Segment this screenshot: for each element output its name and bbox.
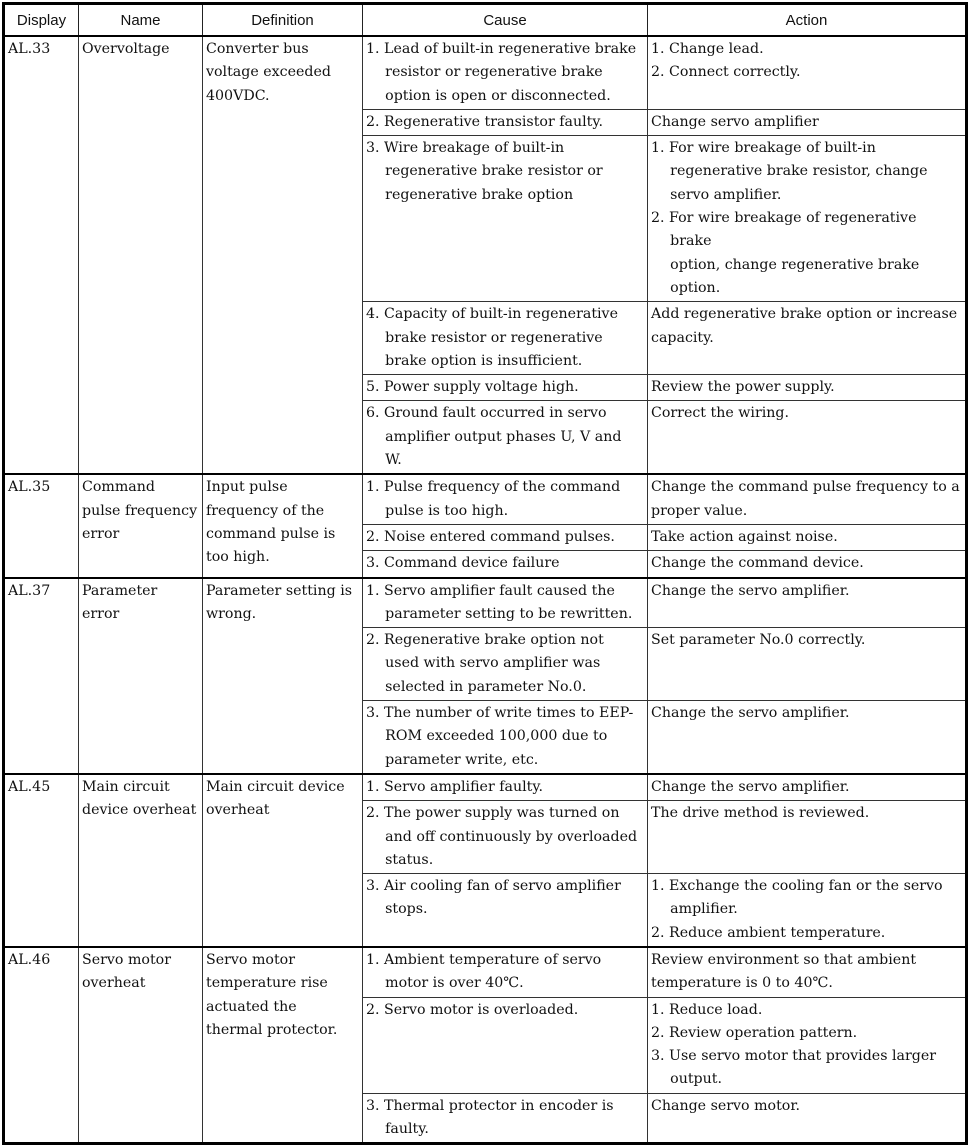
alarm-name: Main circuit device overheat — [79, 774, 203, 947]
alarm-action — [648, 551, 967, 578]
alarm-name: Parameter error — [79, 578, 203, 774]
alarm-action — [648, 375, 967, 401]
table-row — [4, 947, 967, 997]
alarm-action — [648, 997, 967, 1093]
cause-text: 3. Wire breakage of built-in regenerative brake resistor or regenerative brake option — [366, 140, 603, 203]
alarm-cause — [363, 401, 648, 474]
action-text: 1. Change lead. — [651, 41, 764, 57]
alarm-action — [648, 801, 967, 874]
header-name: Name — [79, 4, 203, 37]
alarm-cause — [363, 578, 648, 628]
alarm-cause — [363, 474, 648, 524]
alarm-action — [648, 109, 967, 135]
action-text: Change the servo amplifier. — [651, 705, 850, 722]
alarm-definition: Main circuit device overheat — [203, 774, 363, 947]
action-text: 2. Reduce ambient temperature. — [651, 924, 886, 941]
action-text: Change the command device. — [651, 555, 864, 572]
action-text: Change servo motor. — [651, 1097, 801, 1114]
action-text: The drive method is reviewed. — [651, 805, 870, 822]
alarm-cause — [363, 302, 648, 375]
cause-text: 2. Servo motor is overloaded. — [366, 1001, 579, 1018]
alarm-cause — [363, 801, 648, 874]
alarm-cause — [363, 774, 648, 801]
header-display: Display — [4, 4, 79, 37]
alarm-cause — [363, 136, 648, 302]
cause-text: 2. Regenerative transistor faulty. — [366, 113, 603, 130]
cause-text: 1. Servo amplifier fault caused the parameter setting to be rewritten. — [366, 582, 633, 622]
alarm-action — [648, 302, 967, 375]
alarm-name: Servo motor overheat — [79, 947, 203, 1144]
cause-text: 3. Command device failure — [366, 555, 560, 572]
alarm-definition: Converter bus voltage exceeded 400VDC. — [203, 36, 363, 474]
cause-text: 5. Power supply voltage high. — [366, 379, 579, 396]
cause-text: 2. The power supply was turned on and off continuously by overloaded status. — [366, 805, 638, 868]
cause-text: 2. Regenerative brake option not used with servo amplifier was selected in parameter No.0. — [366, 632, 604, 695]
alarm-cause — [363, 524, 648, 550]
table-row — [4, 474, 967, 524]
action-text: 1. Exchange the cooling fan or the servo amplifier. — [651, 878, 943, 918]
cause-text: 2. Noise entered command pulses. — [366, 528, 615, 545]
header-row — [4, 4, 967, 37]
action-text: 2. Connect correctly. — [651, 64, 801, 81]
action-text: 2. Review operation pattern. — [651, 1024, 858, 1041]
alarm-display-code: AL.37 — [4, 578, 79, 774]
alarm-name: Overvoltage — [79, 36, 203, 474]
alarm-table-body — [4, 36, 967, 1144]
alarm-cause — [363, 109, 648, 135]
cause-text: 4. Capacity of built-in regenerative brake resistor or regenerative brake option is insufficient. — [366, 306, 618, 369]
action-text: Change servo amplifier — [651, 113, 819, 130]
alarm-action — [648, 136, 967, 302]
alarm-cause — [363, 1093, 648, 1144]
alarm-display-code: AL.33 — [4, 36, 79, 474]
alarm-display-code: AL.35 — [4, 474, 79, 577]
action-text: Correct the wiring. — [651, 405, 789, 422]
action-text: Add regenerative brake option or increase capacity. — [651, 306, 958, 346]
action-text: Review the power supply. — [651, 379, 835, 396]
header-action: Action — [648, 4, 967, 37]
alarm-cause — [363, 628, 648, 701]
alarm-action — [648, 524, 967, 550]
table-row — [4, 36, 967, 109]
cause-text: 3. Thermal protector in encoder is faulty. — [366, 1097, 614, 1138]
alarm-cause — [363, 551, 648, 578]
action-text: 2. For wire breakage of regenerative brake option, change regenerative brake option. — [651, 210, 920, 296]
alarm-action — [648, 774, 967, 801]
alarm-action — [648, 401, 967, 474]
alarm-definition: Input pulse frequency of the command pulse is too high. — [203, 474, 363, 577]
header-cause: Cause — [363, 4, 648, 37]
cause-text: 3. Air cooling fan of servo amplifier stops. — [366, 878, 621, 918]
alarm-display-code: AL.45 — [4, 774, 79, 947]
alarm-cause — [363, 997, 648, 1093]
action-text: 3. Use servo motor that provides larger output. — [651, 1048, 937, 1088]
header-definition: Definition — [203, 4, 363, 37]
action-text: 1. Reduce load. — [651, 1001, 763, 1018]
alarm-cause — [363, 375, 648, 401]
table-row — [4, 578, 967, 628]
alarm-action — [648, 947, 967, 997]
action-text: 1. For wire breakage of built-in regenerative brake resistor, change servo amplifier. — [651, 140, 928, 203]
alarm-action — [648, 578, 967, 628]
alarm-definition: Servo motor temperature rise actuated the thermal protector. — [203, 947, 363, 1144]
alarm-display-code: AL.46 — [4, 947, 79, 1144]
table-row — [4, 774, 967, 801]
cause-text: 1. Pulse frequency of the command pulse is too high. — [366, 479, 621, 519]
alarm-cause — [363, 36, 648, 109]
alarm-action — [648, 701, 967, 774]
alarm-action — [648, 874, 967, 947]
alarm-action — [648, 628, 967, 701]
action-text: Change the command pulse frequency to a proper value. — [651, 479, 960, 519]
action-text: Review environment so that ambient temperature is 0 to 40℃. — [651, 951, 917, 992]
cause-text: 6. Ground fault occurred in servo amplifier output phases U, V and W. — [366, 405, 622, 469]
alarm-cause — [363, 874, 648, 947]
alarm-definition: Parameter setting is wrong. — [203, 578, 363, 774]
alarm-table — [2, 2, 968, 1145]
action-text: Set parameter No.0 correctly. — [651, 632, 866, 649]
alarm-action — [648, 1093, 967, 1144]
cause-text: 1. Ambient temperature of servo motor is over 40℃. — [366, 951, 602, 992]
action-text: Change the servo amplifier. — [651, 582, 850, 599]
cause-text: 1. Servo amplifier faulty. — [366, 778, 543, 795]
action-text: Take action against noise. — [651, 528, 838, 545]
alarm-name: Command pulse frequency error — [79, 474, 203, 577]
alarm-cause — [363, 701, 648, 774]
cause-text: 1. Lead of built-in regenerative brake resistor or regenerative brake option is open or disconnected. — [366, 41, 637, 104]
cause-text: 3. The number of write times to EEP- ROM exceeded 100,000 due to parameter write, etc. — [366, 705, 634, 768]
alarm-action — [648, 474, 967, 524]
alarm-action — [648, 36, 967, 109]
alarm-cause — [363, 947, 648, 997]
action-text: Change the servo amplifier. — [651, 778, 850, 795]
